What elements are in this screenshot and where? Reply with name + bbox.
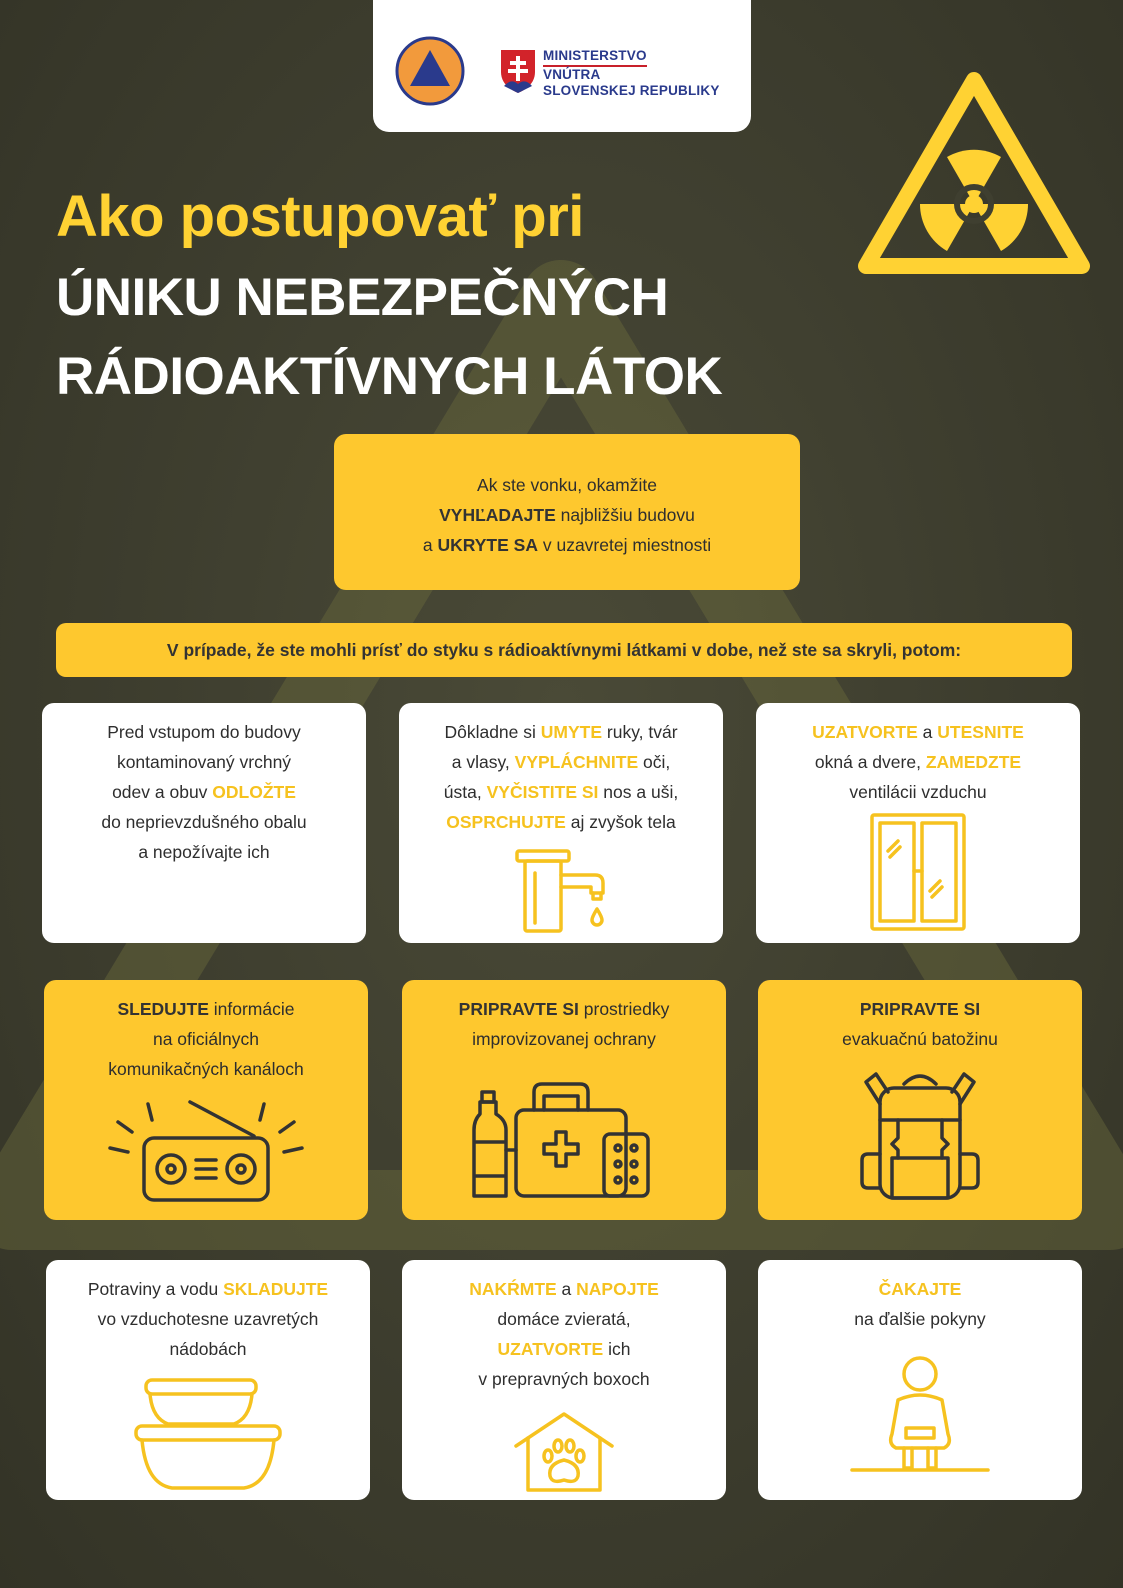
civil-protection-logo-icon <box>395 36 465 106</box>
card-wash-highlight-3: VYČISTITE SI <box>486 782 599 802</box>
outside-instruction-box <box>334 434 800 590</box>
card-protection-line-2: improvizovanej ochrany <box>472 1029 656 1049</box>
card-wash-text-3b: nos a uši, <box>598 782 679 802</box>
card-pets-highlight-1: NAKŔMTE <box>469 1279 557 1299</box>
title-line-3: RÁDIOAKTÍVNYCH LÁTOK <box>56 347 723 406</box>
card-wash-highlight-1: UMYTE <box>540 722 603 742</box>
card-windows-highlight-1: UZATVORTE <box>812 722 918 742</box>
card-clothes-line-2: kontaminovaný vrchný <box>116 752 292 772</box>
outside-line-3 <box>334 530 800 560</box>
card-windows-text-1a: a <box>917 722 938 742</box>
ministry-line-1: MINISTERSTVO <box>543 48 647 67</box>
radiation-warning-icon <box>856 70 1092 276</box>
card-windows-line-2 <box>768 747 1068 777</box>
waiting-person-icon <box>848 1356 992 1480</box>
card-pets-highlight-3: UZATVORTE <box>497 1339 604 1359</box>
card-clothes-text-3: odev a obuv <box>112 782 213 802</box>
card-windows-highlight-2: UTESNITE <box>937 722 1024 742</box>
card-clothes-line-4: do neprievzdušného obalu <box>101 812 307 832</box>
faucet-icon <box>511 837 611 937</box>
card-pets-line-3 <box>414 1334 714 1364</box>
card-wash-text-1a: Dôkladne si <box>444 722 541 742</box>
card-wash-highlight-2: VYPLÁCHNITE <box>514 752 639 772</box>
outside-line-1: Ak ste vonku, okamžite <box>477 475 657 495</box>
card-protection <box>402 980 726 1220</box>
outside-text-2: v uzavretej miestnosti <box>537 535 712 555</box>
ministry-line-3: SLOVENSKEJ REPUBLIKY <box>543 83 720 98</box>
card-wash-line-4 <box>411 807 711 837</box>
card-radio-line-1 <box>56 994 356 1024</box>
card-radio-line-2: na oficiálnych <box>152 1029 260 1049</box>
slovak-coat-of-arms-icon <box>499 48 537 94</box>
card-wash-text-1b: ruky, tvár <box>602 722 678 742</box>
radio-icon <box>106 1092 306 1204</box>
outside-highlight-1: VYHĽADAJTE <box>439 505 556 525</box>
outside-text-1: najbližšiu budovu <box>555 505 695 525</box>
card-radio-text-1b: informácie <box>208 999 295 1019</box>
card-food-line-2: vo vzduchotesne uzavretých <box>97 1309 319 1329</box>
card-food-line-3: nádobách <box>169 1339 247 1359</box>
card-wait-line-2: na ďalšie pokyny <box>854 1309 986 1329</box>
card-windows-highlight-3: ZAMEDZTE <box>925 752 1022 772</box>
card-pets-line-1 <box>414 1274 714 1304</box>
card-pets <box>402 1260 726 1500</box>
contact-banner: V prípade, že ste mohli prísť do styku s rádioaktívnymi látkami v dobe, než ste sa skryli, potom: <box>56 623 1072 677</box>
card-protection-highlight: PRIPRAVTE SI <box>458 999 579 1019</box>
card-wash-text-4b: aj zvyšok tela <box>565 812 676 832</box>
card-pets-line-2: domáce zvieratá, <box>497 1309 631 1329</box>
card-radio <box>44 980 368 1220</box>
card-radio-line-3: komunikačných kanáloch <box>108 1059 304 1079</box>
card-wait <box>758 1260 1082 1500</box>
backpack-icon <box>858 1064 982 1204</box>
first-aid-kit-icon <box>472 1080 652 1202</box>
outside-line-2 <box>334 500 800 530</box>
card-luggage <box>758 980 1082 1220</box>
card-pets-text-3b: ich <box>603 1339 631 1359</box>
card-windows <box>756 703 1080 943</box>
card-clothes-line-1: Pred vstupom do budovy <box>107 722 301 742</box>
card-pets-highlight-2: NAPOJTE <box>576 1279 659 1299</box>
window-icon <box>868 811 968 933</box>
card-food <box>46 1260 370 1500</box>
card-luggage-line-2: evakuačnú batožinu <box>842 1029 998 1049</box>
card-wash-text-2a: a vlasy, <box>451 752 515 772</box>
title-line-1: Ako postupovať pri <box>56 184 584 249</box>
card-wash-line-2 <box>411 747 711 777</box>
logo-header <box>373 0 751 132</box>
card-windows-line-3: ventilácii vzduchu <box>849 782 987 802</box>
card-radio-highlight: SLEDUJTE <box>117 999 209 1019</box>
card-protection-line-1 <box>414 994 714 1024</box>
card-food-line-1 <box>58 1274 358 1304</box>
card-luggage-highlight: PRIPRAVTE SI <box>859 999 981 1019</box>
card-wash-line-3 <box>411 777 711 807</box>
food-containers-icon <box>132 1374 284 1494</box>
card-wash-text-3a: ústa, <box>443 782 487 802</box>
outside-highlight-2: UKRYTE SA <box>437 535 538 555</box>
outside-pre-2: a <box>422 535 438 555</box>
card-clothes-highlight: ODLOŽTE <box>212 782 296 802</box>
card-food-text-1a: Potraviny a vodu <box>87 1279 224 1299</box>
card-clothes <box>42 703 366 943</box>
card-windows-text-2a: okná a dvere, <box>814 752 926 772</box>
card-wash-text-2b: oči, <box>638 752 671 772</box>
card-protection-text-1b: prostriedky <box>578 999 670 1019</box>
card-windows-line-1 <box>768 717 1068 747</box>
card-wash-highlight-4: OSPRCHUJTE <box>446 812 566 832</box>
card-clothes-line-3 <box>54 777 354 807</box>
card-clothes-line-5: a nepožívajte ich <box>138 842 270 862</box>
title-line-2: ÚNIKU NEBEZPEČNÝCH <box>56 268 669 327</box>
card-food-highlight: SKLADUJTE <box>223 1279 329 1299</box>
card-pets-line-4: v prepravných boxoch <box>478 1369 650 1389</box>
card-wait-highlight: ČAKAJTE <box>878 1279 962 1299</box>
card-pets-text-1a: a <box>556 1279 577 1299</box>
ministry-name <box>543 48 720 99</box>
card-wash <box>399 703 723 943</box>
ministry-line-2: VNÚTRA <box>543 67 601 82</box>
card-wash-line-1 <box>411 717 711 747</box>
pet-house-icon <box>512 1410 616 1494</box>
